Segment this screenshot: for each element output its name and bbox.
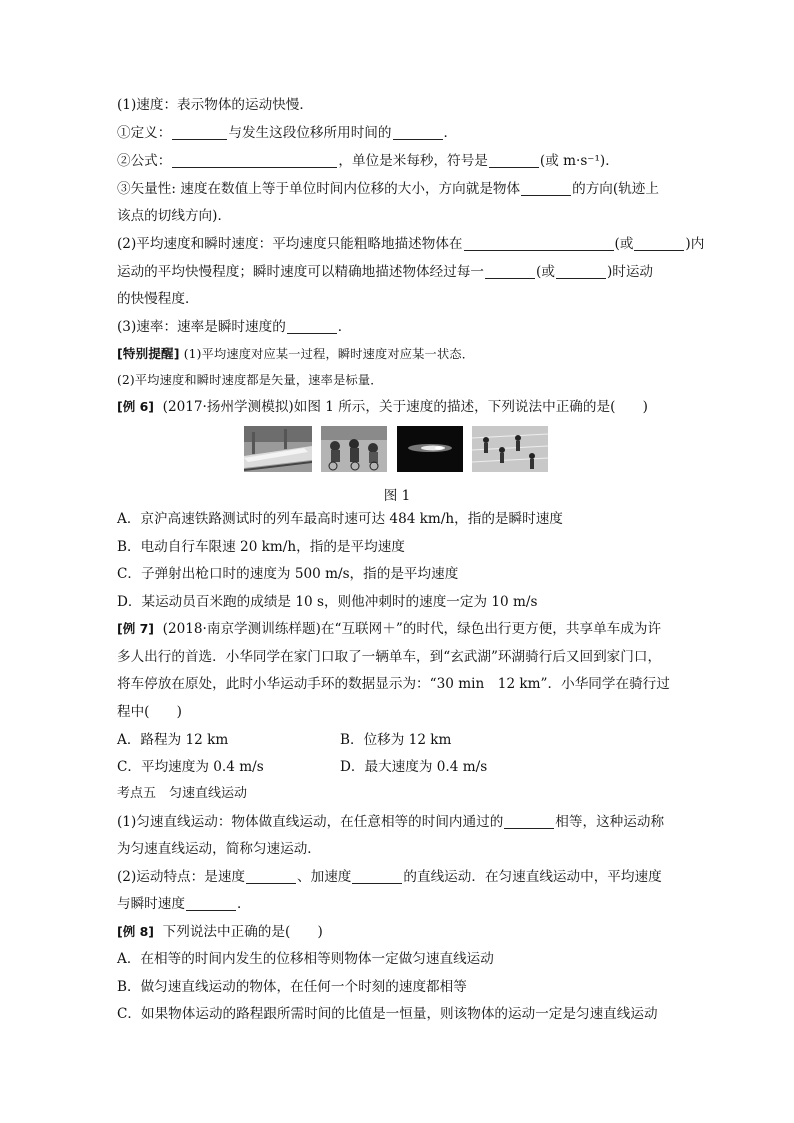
text-line (117, 620, 661, 638)
figure-1-photos (244, 426, 548, 472)
fill-blank (246, 869, 296, 884)
text-span: (2018·南京学测训练样题)在“互联网＋”的时代，绿色出行更方便，共享单车成为许 (162, 621, 662, 637)
fill-blank (634, 236, 684, 251)
option-b: B．位移为 12 km (340, 732, 452, 748)
option-a: A．京沪高速铁路测试时的列车最高时速可达 484 km/h，指的是瞬时速度 (117, 511, 563, 527)
section-heading: 考点五 匀速直线运动 (117, 786, 248, 801)
text-line (117, 923, 323, 941)
text-span: )时运动 (606, 264, 654, 280)
option-a: A．在相等的时间内发生的位移相等则物体一定做匀速直线运动 (117, 951, 494, 967)
figure-caption: 图 1 (383, 488, 411, 504)
text-span: 与发生这段位移所用时间的 (228, 125, 392, 141)
text-span: ． (443, 125, 458, 141)
text-span: ①定义： (117, 125, 172, 141)
option-d: D．最大速度为 0.4 m/s (340, 759, 488, 775)
runners-photo (472, 426, 548, 472)
option-c: C．如果物体运动的路程跟所需时间的比值是一恒量，则该物体的运动一定是匀速直线运动 (117, 1006, 658, 1022)
text-line: (1)速度：表示物体的运动快慢． (117, 97, 313, 113)
option-a: A．路程为 12 km (117, 732, 229, 748)
option-b: B．做匀速直线运动的物体，在任何一个时刻的速度都相等 (117, 979, 467, 995)
train-photo (244, 426, 312, 472)
text-span: (1)平均速度对应某一过程，瞬时速度对应某一状态． (183, 347, 475, 361)
fill-blank (504, 814, 554, 829)
text-line: 该点的切线方向)． (117, 208, 232, 224)
text-line (117, 235, 704, 253)
text-span: )内 (685, 236, 705, 252)
text-line (117, 813, 664, 831)
text-span: 的直线运动．在匀速直线运动中，平均速度 (403, 869, 662, 885)
text-line: 程中( ) (117, 704, 182, 720)
fill-blank (485, 264, 535, 279)
fill-blank (393, 125, 443, 140)
fill-blank (556, 264, 606, 279)
text-line (117, 180, 659, 198)
option-d: D．某运动员百米跑的成绩是 10 s，则他冲刺时的速度一定为 10 m/s (117, 594, 538, 610)
text-span: ． (236, 896, 251, 912)
bullet-photo (397, 426, 463, 472)
example-tag: [例 7] (117, 621, 154, 636)
text-span: (或 (536, 264, 555, 280)
text-span: ． (337, 319, 352, 335)
text-span: (2)运动特点：是速度 (117, 869, 246, 885)
text-line (117, 398, 648, 416)
text-span: 运动的平均快慢程度；瞬时速度可以精确地描述物体经过每一 (117, 264, 485, 280)
text-line: 的快慢程度． (117, 291, 199, 307)
note-line: (2)平均速度和瞬时速度都是矢量，速率是标量． (117, 373, 383, 387)
text-span: (或 (614, 236, 634, 252)
text-span: ③矢量性: 速度在数值上等于单位时间内位移的大小，方向就是物体 (117, 181, 521, 197)
fill-blank (172, 153, 337, 168)
option-row (117, 731, 228, 749)
special-note-tag: [特别提醒] (117, 346, 180, 361)
text-span: (2017·扬州学测模拟)如图 1 所示，关于速度的描述，下列说法中正确的是( ) (162, 399, 648, 415)
text-span: 的方向(轨迹上 (572, 181, 659, 197)
fill-blank (464, 236, 614, 251)
option-c: C．平均速度为 0.4 m/s (117, 759, 264, 775)
cyclists-photo (321, 426, 387, 472)
text-span: 与瞬时速度 (117, 896, 185, 912)
text-span: (1)匀速直线运动：物体做直线运动，在任意相等的时间内通过的 (117, 814, 504, 830)
text-span: (或 m·s⁻¹)． (539, 153, 619, 169)
text-span: (3)速率：速率是瞬时速度的 (117, 319, 286, 335)
example-tag: [例 6] (117, 399, 154, 414)
fill-blank (186, 896, 236, 911)
text-line (117, 895, 251, 913)
text-span: 下列说法中正确的是( ) (162, 924, 323, 940)
text-line (117, 318, 351, 336)
fill-blank (172, 125, 227, 140)
option-c: C．子弹射出枪口时的速度为 500 m/s，指的是平均速度 (117, 566, 459, 582)
text-line (117, 152, 619, 170)
option-b: B．电动自行车限速 20 km/h，指的是平均速度 (117, 539, 405, 555)
text-span: ，单位是米每秒，符号是 (338, 153, 488, 169)
text-span: 、加速度 (297, 869, 352, 885)
example-tag: [例 8] (117, 924, 154, 939)
text-span: (2)平均速度和瞬时速度：平均速度只能粗略地描述物体在 (117, 236, 463, 252)
text-line (117, 124, 457, 142)
text-line: 多人出行的首选．小华同学在家门口取了一辆单车，到“玄武湖”环湖骑行后又回到家门口， (117, 649, 662, 665)
text-line (117, 868, 662, 886)
text-line: 将车停放在原处，此时小华运动手环的数据显示为：“30 min 12 km”．小华同学在骑行过 (117, 676, 670, 692)
fill-blank (489, 153, 539, 168)
text-line: 为匀速直线运动，简称匀速运动． (117, 841, 321, 857)
fill-blank (521, 181, 571, 196)
text-line (117, 263, 653, 281)
fill-blank (287, 319, 337, 334)
fill-blank (352, 869, 402, 884)
text-span: ②公式： (117, 153, 172, 169)
text-span: 相等，这种运动称 (555, 814, 665, 830)
note-line (117, 345, 474, 363)
